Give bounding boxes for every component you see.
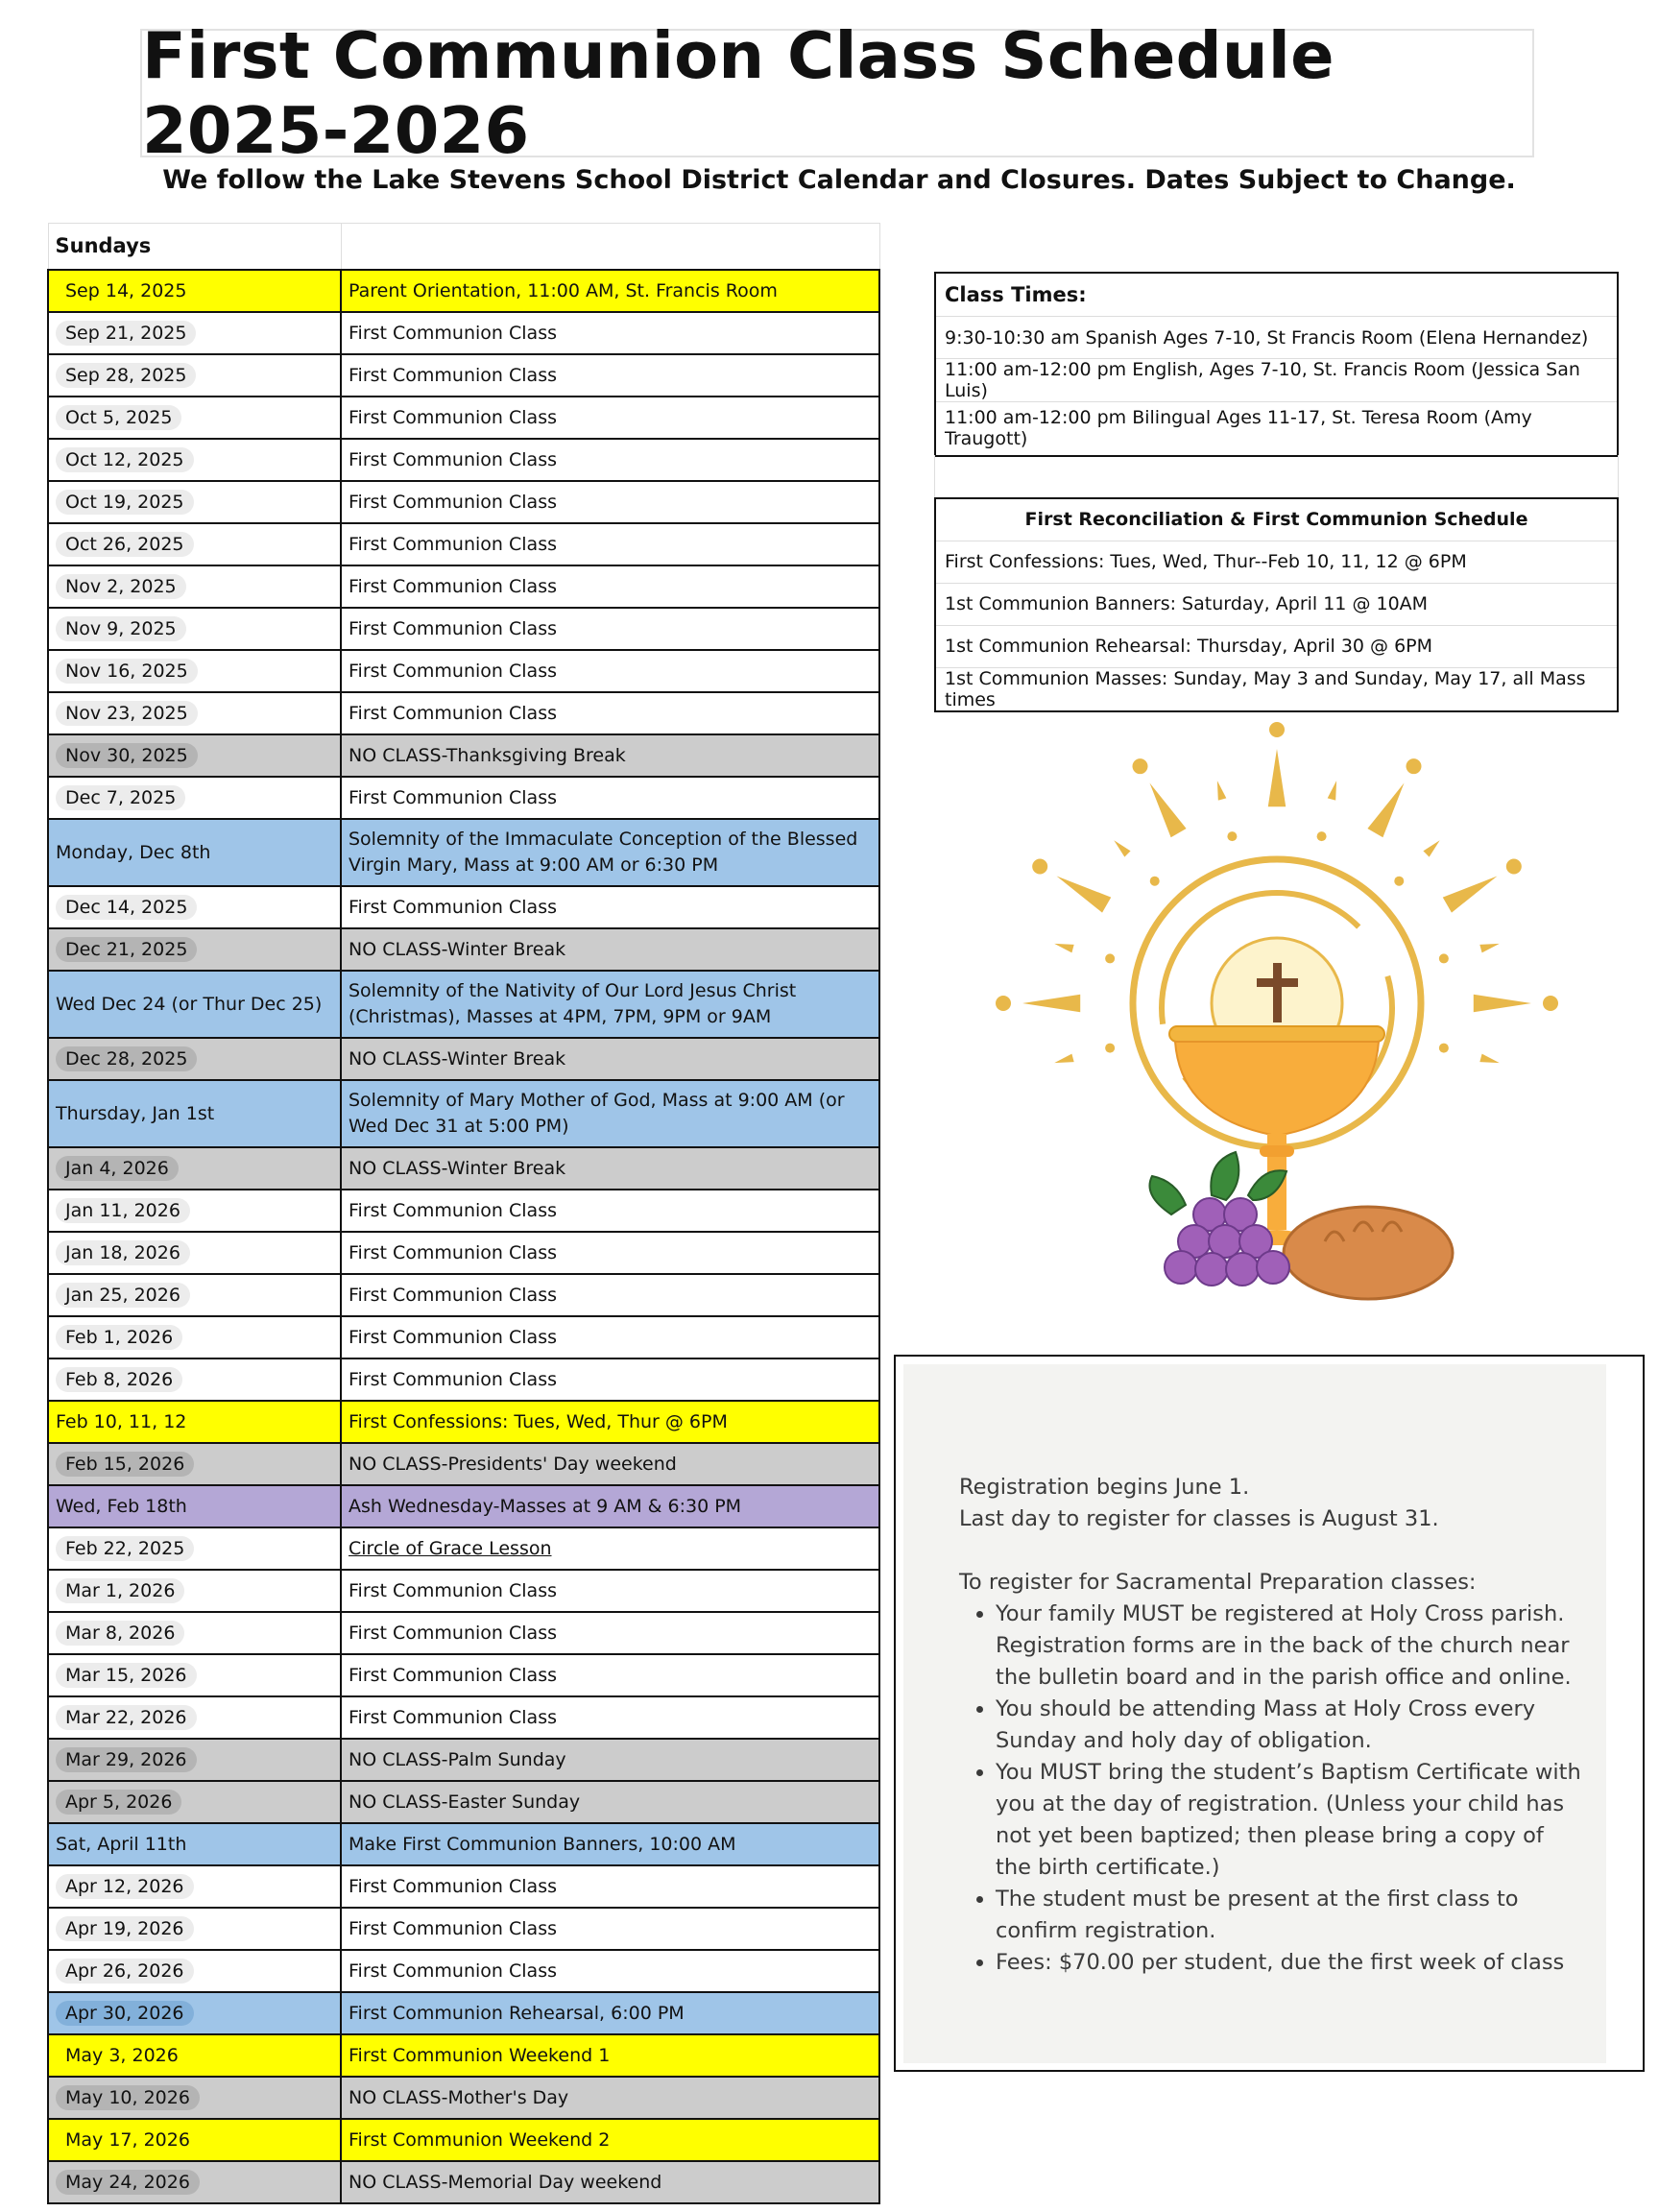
schedule-date: Mar 29, 2026	[56, 1747, 197, 1772]
schedule-row	[48, 1147, 879, 1190]
sun-ray	[1367, 783, 1404, 838]
schedule-date: Apr 26, 2026	[56, 1959, 194, 1984]
class-times-header: Class Times:	[935, 273, 1618, 317]
schedule-row	[48, 1696, 879, 1739]
schedule-description: First Communion Class	[341, 1612, 879, 1654]
schedule-row	[48, 777, 879, 819]
schedule-row	[48, 1612, 879, 1654]
schedule-row	[48, 2161, 879, 2203]
schedule-date-cell	[48, 2119, 341, 2161]
cup-knob-icon	[1260, 1145, 1294, 1157]
class-time-item: 11:00 am-12:00 pm English, Ages 7-10, St. Francis Room (Jessica San Luis)	[935, 359, 1618, 402]
registration-requirement: • You MUST bring the student’s Baptism Certificate with you at the day of registration. (Unless your child has not yet been baptized; then please bring a copy of the birth certificate.)	[996, 1757, 1583, 1884]
schedule-date: May 3, 2026	[56, 2043, 188, 2068]
schedule-date-cell	[48, 1908, 341, 1950]
schedule-date-cell	[48, 1316, 341, 1358]
schedule-description: First Communion Class	[341, 1570, 879, 1612]
page-subtitle: We follow the Lake Stevens School District Calendar and Closures. Dates Subject to Change.	[162, 165, 1516, 195]
schedule-date: Nov 30, 2025	[56, 743, 198, 768]
schedule-date-cell	[48, 1865, 341, 1908]
schedule-date-cell	[48, 523, 341, 565]
page-title: First Communion Class Schedule 2025-2026	[142, 18, 1334, 168]
schedule-description: First Communion Class	[341, 886, 879, 928]
class-time-item: 11:00 am-12:00 pm Bilingual Ages 11-17, St. Teresa Room (Amy Traugott)	[945, 407, 1532, 450]
registration-requirement: • You should be attending Mass at Holy Cross every Sunday and holy day of obligation.	[996, 1694, 1583, 1757]
schedule-date: Feb 8, 2026	[56, 1367, 182, 1392]
schedule-date-cell	[48, 2161, 341, 2203]
schedule-description: First Communion Rehearsal, 6:00 PM	[341, 1992, 879, 2034]
sun-ray	[1054, 1054, 1073, 1063]
schedule-row	[48, 354, 879, 397]
schedule-description: NO CLASS-Winter Break	[341, 1038, 879, 1080]
schedule-date: May 17, 2026	[56, 2128, 200, 2152]
schedule-description: First Communion Class	[341, 523, 879, 565]
sun-ray-dot	[996, 996, 1011, 1011]
sun-ray-dot	[1317, 831, 1327, 841]
schedule-row	[48, 2034, 879, 2077]
sun-ray-dot	[1227, 831, 1237, 841]
schedule-header-blank	[341, 224, 879, 270]
schedule-date-cell	[48, 777, 341, 819]
schedule-date: Mar 1, 2026	[56, 1578, 184, 1603]
reconciliation-table	[934, 497, 1619, 712]
schedule-description: Solemnity of the Immaculate Conception of the Blessed Virgin Mary, Mass at 9:00 AM or 6:30 PM	[341, 819, 879, 886]
schedule-date: Nov 23, 2025	[56, 701, 198, 726]
registration-deadline: Last day to register for classes is August 31.	[959, 1506, 1439, 1531]
schedule-row	[48, 2119, 879, 2161]
schedule-date-cell	[48, 1696, 341, 1739]
schedule-description: First Confessions: Tues, Wed, Thur @ 6PM	[341, 1401, 879, 1443]
schedule-date-cell	[48, 2077, 341, 2119]
sun-ray	[1328, 781, 1336, 800]
schedule-date-cell	[48, 1038, 341, 1080]
schedule-description: NO CLASS-Easter Sunday	[341, 1781, 879, 1823]
schedule-description: NO CLASS-Memorial Day weekend	[341, 2161, 879, 2203]
schedule-description: Make First Communion Banners, 10:00 AM	[341, 1823, 879, 1865]
sun-ray-dot	[1269, 722, 1285, 737]
reconciliation-item: First Confessions: Tues, Wed, Thur--Feb 10, 11, 12 @ 6PM	[935, 541, 1618, 583]
schedule-row	[48, 1232, 879, 1274]
schedule-row	[48, 928, 879, 971]
class-time-item: 9:30-10:30 am Spanish Ages 7-10, St Francis Room (Elena Hernandez)	[935, 317, 1618, 359]
schedule-row	[48, 439, 879, 481]
schedule-row	[48, 1823, 879, 1865]
schedule-row	[48, 1316, 879, 1358]
bread-icon	[1284, 1207, 1453, 1299]
title-box	[140, 18, 1534, 168]
schedule-row	[48, 1570, 879, 1612]
schedule-date-cell	[48, 481, 341, 523]
schedule-date-cell	[48, 270, 341, 312]
schedule-row	[48, 734, 879, 777]
registration-start: Registration begins June 1.	[959, 1475, 1250, 1500]
schedule-date: Apr 12, 2026	[56, 1874, 194, 1899]
sun-ray	[1443, 877, 1498, 913]
chalice-illustration	[989, 715, 1565, 1330]
schedule-row	[48, 1950, 879, 1992]
schedule-description: First Communion Class	[341, 1950, 879, 1992]
schedule-date-cell	[48, 1485, 341, 1527]
schedule-date-cell	[48, 734, 341, 777]
registration-box	[894, 1355, 1645, 2072]
schedule-date: Dec 21, 2025	[56, 937, 197, 962]
schedule-row	[48, 2077, 879, 2119]
sun-ray-dot	[1133, 758, 1148, 774]
cup-bowl-icon	[1175, 1042, 1379, 1136]
schedule-date-cell	[48, 886, 341, 928]
schedule-date-cell	[48, 1781, 341, 1823]
sun-ray-dot	[1407, 758, 1422, 774]
schedule-description: Solemnity of Mary Mother of God, Mass at 9:00 AM (or Wed Dec 31 at 5:00 PM)	[341, 1080, 879, 1147]
schedule-row	[48, 971, 879, 1038]
sun-ray	[1150, 783, 1187, 838]
sun-ray-dot	[1105, 953, 1115, 963]
schedule-header-sundays: Sundays	[48, 224, 341, 270]
schedule-description: NO CLASS-Mother's Day	[341, 2077, 879, 2119]
sun-ray-dot	[1543, 996, 1558, 1011]
schedule-date-cell	[48, 354, 341, 397]
schedule-description: First Communion Class	[341, 1190, 879, 1232]
schedule-row	[48, 1654, 879, 1696]
schedule-description: First Communion Class	[341, 1654, 879, 1696]
schedule-date-cell	[48, 1950, 341, 1992]
schedule-description: Solemnity of the Nativity of Our Lord Jesus Christ (Christmas), Masses at 4PM, 7PM, 9PM or 9AM	[341, 971, 879, 1038]
schedule-date: Thursday, Jan 1st	[56, 1102, 215, 1124]
schedule-date: Jan 11, 2026	[56, 1198, 190, 1223]
schedule-date-cell	[48, 1232, 341, 1274]
schedule-description: First Communion Class	[341, 439, 879, 481]
schedule-date-cell	[48, 1147, 341, 1190]
schedule-description: First Communion Class	[341, 312, 879, 354]
class-times-table	[934, 272, 1619, 457]
schedule-row	[48, 523, 879, 565]
schedule-description: Ash Wednesday-Masses at 9 AM & 6:30 PM	[341, 1485, 879, 1527]
registration-text	[959, 1472, 1583, 1979]
schedule-description: First Communion Class	[341, 1232, 879, 1274]
schedule-date: Dec 14, 2025	[56, 895, 197, 920]
schedule-date: Apr 5, 2026	[56, 1790, 181, 1815]
schedule-row	[48, 1274, 879, 1316]
schedule-row	[48, 692, 879, 734]
sun-ray	[1479, 1054, 1499, 1063]
schedule-date-cell	[48, 608, 341, 650]
schedule-date-cell	[48, 1739, 341, 1781]
schedule-date: Feb 1, 2026	[56, 1325, 182, 1350]
sun-ray	[1268, 749, 1286, 806]
sun-ray-dot	[1439, 953, 1449, 963]
schedule-table	[47, 223, 880, 2204]
schedule-date-cell	[48, 819, 341, 886]
schedule-row	[48, 650, 879, 692]
schedule-date-cell	[48, 1527, 341, 1570]
schedule-row	[48, 1992, 879, 2034]
schedule-date-cell	[48, 971, 341, 1038]
sun-ray-dot	[1150, 877, 1160, 886]
schedule-row	[48, 1739, 879, 1781]
schedule-row	[48, 1080, 879, 1147]
sun-ray	[1479, 944, 1499, 952]
sun-ray	[1423, 840, 1439, 856]
schedule-row	[48, 1908, 879, 1950]
registration-requirement: • The student must be present at the first class to confirm registration.	[996, 1884, 1583, 1947]
schedule-date: Mar 8, 2026	[56, 1621, 184, 1646]
schedule-date-cell	[48, 1401, 341, 1443]
registration-requirements	[959, 1599, 1583, 1979]
schedule-description: NO CLASS-Thanksgiving Break	[341, 734, 879, 777]
schedule-row	[48, 1485, 879, 1527]
schedule-description: First Communion Class	[341, 354, 879, 397]
reconciliation-header: First Reconciliation & First Communion Schedule	[935, 498, 1618, 541]
schedule-description: NO CLASS-Palm Sunday	[341, 1739, 879, 1781]
schedule-date-cell	[48, 439, 341, 481]
schedule-date-cell	[48, 312, 341, 354]
schedule-description: First Communion Class	[341, 608, 879, 650]
schedule-description: First Communion Class	[341, 565, 879, 608]
schedule-description: NO CLASS-Winter Break	[341, 1147, 879, 1190]
schedule-date: Apr 19, 2026	[56, 1916, 194, 1941]
schedule-row	[48, 608, 879, 650]
schedule-row	[48, 1527, 879, 1570]
schedule-date: Sep 14, 2025	[56, 278, 196, 303]
sun-ray	[1054, 944, 1073, 952]
schedule-date: Sep 21, 2025	[56, 321, 196, 346]
registration-requirement: • Fees: $70.00 per student, due the first week of class	[996, 1947, 1583, 1979]
schedule-description: First Communion Class	[341, 777, 879, 819]
schedule-row	[48, 1781, 879, 1823]
schedule-date-cell	[48, 1570, 341, 1612]
registration-requirement: • Your family MUST be registered at Holy Cross parish. Registration forms are in the back of the church near the bulletin board and in the parish office and online.	[996, 1599, 1583, 1694]
schedule-date: Oct 12, 2025	[56, 447, 194, 472]
cross-icon	[1273, 963, 1282, 1022]
schedule-description: First Communion Class	[341, 650, 879, 692]
schedule-row	[48, 819, 879, 886]
sun-ray-dot	[1394, 877, 1404, 886]
schedule-date: Dec 7, 2025	[56, 785, 185, 810]
schedule-date-cell	[48, 1443, 341, 1485]
schedule-date: Feb 22, 2025	[56, 1536, 194, 1561]
schedule-date: Monday, Dec 8th	[56, 841, 211, 863]
sun-ray	[1057, 877, 1112, 913]
schedule-date-cell	[48, 1654, 341, 1696]
schedule-description: First Communion Class	[341, 481, 879, 523]
schedule-description: First Communion Class	[341, 1358, 879, 1401]
schedule-row	[48, 312, 879, 354]
sun-ray-dot	[1506, 859, 1522, 875]
schedule-description: First Communion Class	[341, 397, 879, 439]
sun-ray-dot	[1105, 1044, 1115, 1053]
cross-bar-icon	[1257, 978, 1298, 987]
schedule-date: Dec 28, 2025	[56, 1046, 197, 1071]
schedule-description: First Communion Weekend 2	[341, 2119, 879, 2161]
schedule-date-cell	[48, 928, 341, 971]
schedule-description: First Communion Class	[341, 692, 879, 734]
registration-panel	[903, 1364, 1606, 2063]
schedule-date: Wed, Feb 18th	[56, 1495, 187, 1517]
cup-rim-icon	[1169, 1026, 1384, 1042]
schedule-date: May 24, 2026	[56, 2170, 200, 2195]
schedule-row	[48, 565, 879, 608]
schedule-date: May 10, 2026	[56, 2085, 200, 2110]
schedule-row	[48, 886, 879, 928]
reconciliation-item: 1st Communion Masses: Sunday, May 3 and Sunday, May 17, all Mass times	[945, 667, 1586, 710]
schedule-row	[48, 1190, 879, 1232]
schedule-date: Oct 26, 2025	[56, 532, 194, 557]
schedule-description: First Communion Class	[341, 1696, 879, 1739]
schedule-date-cell	[48, 650, 341, 692]
schedule-description: NO CLASS-Winter Break	[341, 928, 879, 971]
schedule-row	[48, 1038, 879, 1080]
schedule-date-cell	[48, 565, 341, 608]
schedule-description: First Communion Class	[341, 1865, 879, 1908]
schedule-date: Sep 28, 2025	[56, 363, 196, 388]
schedule-row	[48, 397, 879, 439]
schedule-date: Nov 2, 2025	[56, 574, 186, 599]
schedule-date: Jan 4, 2026	[56, 1156, 179, 1181]
schedule-row	[48, 481, 879, 523]
schedule-description: Circle of Grace Lesson	[341, 1527, 879, 1570]
schedule-date: Oct 5, 2025	[56, 405, 181, 430]
schedule-description: First Communion Class	[341, 1274, 879, 1316]
sun-ray-dot	[1032, 859, 1047, 875]
schedule-date: Wed Dec 24 (or Thur Dec 25)	[56, 993, 323, 1015]
schedule-date: Feb 10, 11, 12	[56, 1410, 187, 1432]
schedule-row	[48, 1443, 879, 1485]
schedule-date: Sat, April 11th	[56, 1833, 187, 1855]
schedule-date: Jan 18, 2026	[56, 1240, 190, 1265]
schedule-date-cell	[48, 397, 341, 439]
schedule-row	[48, 1865, 879, 1908]
sun-ray	[1474, 995, 1531, 1012]
sun-ray	[1217, 781, 1226, 800]
schedule-date-cell	[48, 1274, 341, 1316]
schedule-date: Mar 15, 2026	[56, 1663, 197, 1688]
schedule-description: First Communion Weekend 1	[341, 2034, 879, 2077]
schedule-date: Jan 25, 2026	[56, 1283, 190, 1308]
schedule-date-cell	[48, 1190, 341, 1232]
schedule-date: Oct 19, 2025	[56, 490, 194, 515]
schedule-description: Parent Orientation, 11:00 AM, St. Francis Room	[341, 270, 879, 312]
schedule-date: Feb 15, 2026	[56, 1452, 194, 1477]
schedule-row	[48, 1401, 879, 1443]
schedule-description: First Communion Class	[341, 1908, 879, 1950]
schedule-date-cell	[48, 1358, 341, 1401]
reconciliation-item: 1st Communion Rehearsal: Thursday, April 30 @ 6PM	[935, 625, 1618, 667]
schedule-date-cell	[48, 1612, 341, 1654]
schedule-date-cell	[48, 2034, 341, 2077]
schedule-header-row	[48, 224, 879, 270]
schedule-description: First Communion Class	[341, 1316, 879, 1358]
schedule-date-cell	[48, 692, 341, 734]
sun-ray-dot	[1439, 1044, 1449, 1053]
schedule-date: Nov 9, 2025	[56, 616, 186, 641]
reconciliation-item: 1st Communion Banners: Saturday, April 11 @ 10AM	[935, 583, 1618, 625]
schedule-date-cell	[48, 1080, 341, 1147]
sun-ray	[1022, 995, 1080, 1012]
spacer-row	[934, 455, 1619, 497]
schedule-date-cell	[48, 1992, 341, 2034]
registration-intro: To register for Sacramental Preparation classes:	[959, 1570, 1477, 1595]
schedule-date: Nov 16, 2025	[56, 659, 198, 684]
schedule-date: Apr 30, 2026	[56, 2001, 194, 2026]
schedule-row	[48, 1358, 879, 1401]
schedule-date-cell	[48, 1823, 341, 1865]
sun-ray	[1114, 840, 1130, 856]
schedule-date: Mar 22, 2026	[56, 1705, 197, 1730]
schedule-row	[48, 270, 879, 312]
schedule-description: NO CLASS-Presidents' Day weekend	[341, 1443, 879, 1485]
